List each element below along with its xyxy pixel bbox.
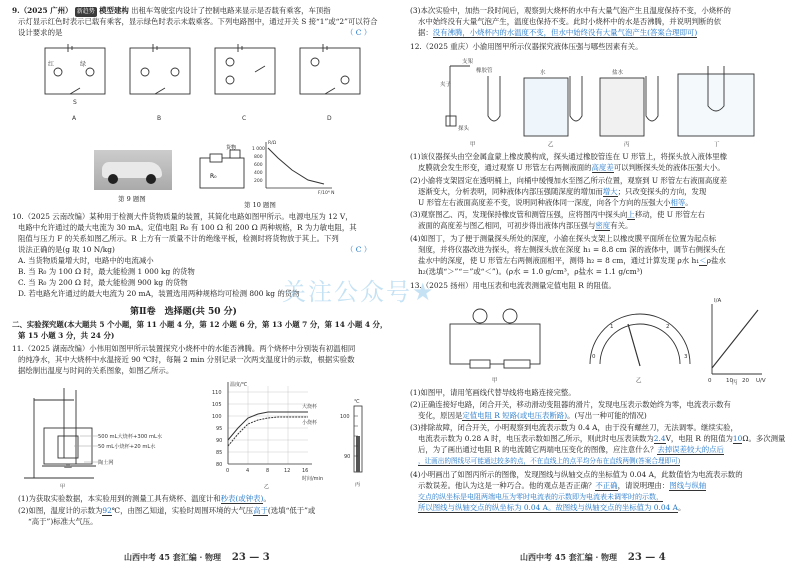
fig10-caption: 第 10 题图 (244, 201, 276, 209)
q13-sub2-line2 (418, 411, 647, 421)
q11-sub1-end: 。 (263, 494, 271, 503)
therm-tick: 90 (344, 454, 351, 460)
fig-c-label: 丙 (355, 482, 361, 488)
q12-sub1-answer: 高度差 (591, 163, 614, 172)
switch-label: S (73, 99, 77, 106)
x-tick: 4 (246, 468, 250, 474)
q13-sub4-text-2: ，请说明理由： (617, 481, 670, 490)
part2-heading: 第Ⅱ卷 选择题(共 50 分) (130, 307, 237, 317)
option-c-label: C (242, 115, 247, 122)
q12-sub4-text: 盐水中的深度，使 U 形管左右两侧液面相平，测得 h₂ = 8 cm，通过计算发现 ρ水 h₁ (418, 256, 700, 265)
lamp-label-green: 绿 (80, 61, 87, 68)
q11-sub2 (18, 506, 315, 516)
y-tick: 200 (254, 179, 263, 184)
section2-heading-1: 二、实验探究题(本大题共 5 个小题，第 11 小题 4 分，第 12 小题 6 分，第 13 小题 7 分，第 14 小题 4 分， (12, 320, 388, 329)
fig-label: 乙 (548, 142, 554, 148)
q9-text-3: 设计要求的是 (18, 28, 63, 37)
meter-tick: 2 (666, 324, 670, 330)
chart-y-label: I/A (714, 298, 722, 304)
q10-answer: （ C ） (346, 245, 372, 254)
fig-label: 甲 (470, 142, 476, 148)
q12-sub2-line1: (2)小渝将支架固定在透明桶上，向桶中缓慢加水至图乙所示位置，观察到 U 形管左右液面高度差 (410, 176, 728, 185)
y-tick: 600 (254, 163, 263, 168)
q11-sub3-line2: 水中始终没有大量气泡产生，温度也保持不变。此时小烧杯中的水是否沸腾，并说明判断的依 (418, 17, 722, 26)
y-tick: 110 (212, 390, 222, 396)
q12-sub2-end: 。 (685, 198, 693, 207)
q9-circuit-diagrams (40, 42, 370, 122)
chart-x-label: 时间/min (302, 476, 324, 482)
q13-sub1: (1)如图甲，请用笔画线代替导线将电路连接完整。 (410, 388, 576, 397)
q13-text-1: 13.（2025 扬州）用电压表和电流表测量定值电阻 R 的阻值。 (410, 281, 616, 290)
label-water: 水 (540, 70, 546, 76)
q13-sub4-line4 (418, 503, 685, 513)
q11-sub1-answer: 秒表(或钟表) (220, 494, 264, 503)
iu-line (712, 310, 758, 368)
q13-sub4-line2 (418, 481, 706, 491)
q11-text-1: 11.（2025 湖南改编）小伟用如图甲所示装置探究小烧杯中的水能否沸腾。两个烧杯中分别装有初温相同 (12, 344, 356, 353)
q12-sub1-text: 皮膜就会发生形变，通过观察 U 形管左右两侧液面的 (418, 163, 592, 172)
q12-sub4-text-2: ρ盐水 (706, 256, 726, 265)
q12-sub2-text-2: ；只改变探头的方向，发现 (617, 187, 707, 196)
q11-sub3-answer: 没有沸腾，小烧杯内的水温度不变，但水中始终没有大量气泡产生(答案合理即可) (432, 28, 698, 37)
q9-number: 9.（2025 广州） (12, 6, 73, 15)
q13-sub3-text-3: Ω。多次测量 (742, 434, 786, 443)
q9-answer: （ C ） (346, 28, 372, 37)
legend-small-beaker: 小烧杯 (302, 420, 318, 426)
q13-sub3-text-4: 后，为了画出通过电阻 R 的电流随它两端电压变化的图像，应注意什么？ (418, 445, 658, 454)
q12-sub3-answer: 上 (627, 210, 635, 219)
footer-left (124, 552, 270, 563)
q12-sub3-answer-2: 密度 (595, 221, 611, 230)
fig-label: 甲 (492, 378, 498, 384)
page-number: 23 — 4 (627, 552, 666, 563)
q11-sub1 (18, 494, 271, 504)
fig-label: 丁 (714, 142, 720, 148)
lamp-icon (86, 68, 94, 76)
q12-sub4-answer: ＜ (699, 256, 707, 265)
q10-resistance-graph (252, 138, 342, 196)
q11-sub2-text: (2)如图，温度计的示数为 (18, 506, 103, 515)
q13-sub4-answer-2: 图线与纵轴 (669, 481, 707, 490)
q13-sub3-answer-4-text: ，让画出的图线尽可能通过较多的点，不在直线上的点平均分布在直线两侧(答案合理即可) (418, 457, 681, 465)
taxi-car-photo (94, 150, 172, 190)
q13-sub2-line1: (2)正确连接好电路，闭合开关，移动滑动变阻器的滑片，发现电压表示数始终为零，电流表示数有 (410, 400, 731, 409)
chart-y-label: 温度/℃ (230, 382, 248, 388)
q10-text-3: 阻值与压力 F 的关系如图乙所示。R 上方有一质量不计的绝缘平板，检测时将货物放于其上。下列 (18, 234, 339, 243)
q11-text-2: 的纯净水，其中大烧杯中水温接近 90 ℃时，每隔 2 min 分别记录一次两支温度计的示数，根据实验数 (18, 355, 355, 364)
rheostat-icon (504, 360, 530, 368)
x-tick: 20 (742, 378, 749, 384)
voltmeter-dial (590, 314, 690, 364)
meter-tick: 1 (610, 324, 614, 330)
y-tick: 100 (212, 414, 222, 420)
y-tick: 800 (254, 155, 263, 160)
footer-title: 山西中考 45 套汇编 · 物理 (124, 552, 222, 562)
q10-text-1: 10.（2025 云南改编）某种用于检测大件货物质量的装置，其简化电路如图甲所示。电源电压为 12 V， (12, 212, 353, 221)
fig-label: 丙 (624, 142, 630, 148)
q11-text-3: 据绘制出温度与时间的关系图象，如图乙所示。 (18, 366, 174, 375)
fig-label: 乙 (636, 378, 642, 384)
q11-temperature-chart (204, 378, 330, 490)
q13-sub4-answer-3: 交点的纵坐标是电阻两端电压为零时电流表的示数即为电流表未调零时的示数， (418, 493, 663, 501)
q10-option-d: D. 若电路允许通过的最大电流为 20 mA，装置选用两种规格均可检测 800 kg 的货物 (18, 289, 300, 298)
y-tick: 1 000 (252, 147, 265, 152)
q10-text-2: 电路中允许通过的最大电流为 30 mA。定值电阻 R₀ 有 100 Ω 和 200 Ω 两种规格，R 为力敏电阻，其 (18, 223, 357, 232)
q12-sub2-text: 逐渐变大，分析表明，同种液体内部压强随深度的增加而 (418, 187, 603, 196)
label-probe: 探头 (458, 126, 470, 132)
legend-big-beaker: 大烧杯 (302, 404, 318, 410)
q10-option-c: C. 当 R₀ 为 200 Ω 时，最大能检测 900 kg 的货物 (18, 278, 188, 287)
q13-sub4-answer-1: 不正确 (595, 481, 618, 490)
q13-sub2-text: 变化，原因是 (418, 411, 463, 420)
q13-sub3-answer-1: 2.4 (653, 434, 666, 443)
label-small-beaker: 50 mL小烧杯+20 mL水 (98, 444, 156, 450)
q9-text-1: 出租车驾驶室内设计了控制电路来显示是否载有乘客，车顶指 (131, 6, 331, 15)
q12-sub1-line1: (1)该仪器探头由空金属盒蒙上橡皮膜构成，探头通过橡胶管连在 U 形管上，将探头放入液体里橡 (410, 152, 728, 161)
q12-sub4-line1: (4)如图丁，为了便于测量探头所处的深度，小渝在探头支架上以橡皮膜平面所在位置为起点标 (410, 234, 717, 243)
ammeter-icon (503, 309, 517, 323)
fig9-caption: 第 9 题图 (118, 195, 146, 203)
q10-circuit-a (196, 144, 250, 194)
q11-sub1-text: (1)为获取实验数据，本实验用到的测量工具有烧杯、温度计和 (18, 494, 221, 503)
q12-sub2-text-3: U 形管左右液面高度差不变，说明同种液体同一深度，向各个方向的压强大小 (418, 198, 671, 207)
therm-unit: ℃ (354, 399, 360, 405)
q11-sub3-line1: (3)本次实验中，加热一段时间后，观察到大烧杯的水中有大量气泡产生且温度保持不变，小烧杯的 (410, 6, 731, 15)
q11-sub3-line3 (418, 28, 697, 38)
q13-sub2-end: 。(写出一种可能的情况) (567, 411, 647, 420)
q12-sub4-line2: 刻度，并将仪器改进为探头，将左侧探头放在深度 h₁ = 8.8 cm 深的液体中，调节右侧探头在 (418, 245, 726, 254)
q12-sub1-end: 可以判断探头处的液体压强大小。 (613, 163, 725, 172)
label-gauze: 陶土网 (98, 460, 114, 466)
x-axis-label: F/10⁴ N (318, 191, 335, 196)
page-number: 23 — 3 (231, 552, 270, 563)
q9-text-2: 示灯显示红色时表示已载有乘客，显示绿色时表示未载乘客。下列电路图中，通过开关 S 接“1”或“2”可以符合 (18, 17, 378, 26)
option-b-label: B (157, 115, 162, 122)
fig-a-label: 甲 (60, 484, 66, 490)
voltmeter-icon (473, 309, 487, 323)
q13-figures (440, 294, 770, 386)
x-tick: 10 (726, 378, 733, 384)
section2-heading-2: 第 15 小题 3 分，共 24 分) (18, 331, 115, 340)
q11-sub2-answer-1: 92 (102, 506, 112, 515)
footer-title: 山西中考 45 套汇编 · 物理 (520, 552, 618, 562)
q12-sub2-line2 (418, 187, 706, 197)
fig-b-label: 乙 (264, 484, 270, 490)
q11-sub2-text-2: ℃，由图乙知道，实验时周围环境的大气压 (111, 506, 254, 515)
q12-sub4-line4: h₂(选填“＞”“＝”或“＜”)。(ρ水 = 1.0 g/cm³，ρ盐水 = 1.1 g/cm³) (418, 267, 643, 276)
q11-apparatus-figure (14, 378, 204, 490)
y-tick: 85 (216, 450, 223, 456)
meter-needle (628, 324, 640, 366)
flame-icon (64, 464, 72, 468)
q13-sub4-end: 。 (677, 503, 686, 512)
q11-thermometer (338, 396, 378, 490)
lamp-icon (54, 68, 62, 76)
q13-sub3-answer-4 (418, 456, 680, 466)
q13-sub3-text-2: V，电阻 R 的阻值为 (665, 434, 733, 443)
label-clip: 夹子 (440, 82, 452, 88)
label-stand: 支架 (462, 59, 474, 65)
q12-sub3-line2 (418, 221, 632, 231)
q13-sub3-line3 (418, 445, 724, 455)
q12-sub2-line3 (418, 198, 693, 208)
q13-sub3-line1: (3)排除故障，闭合开关，小明观察到电流表示数为 0.4 A，由于没有螺丝刀，无法调零。继续实验， (410, 423, 738, 432)
x-tick: 8 (266, 468, 270, 474)
option-d-label: D (327, 115, 332, 122)
q12-sub2-answer: 增大 (602, 187, 618, 196)
x-tick: 16 (302, 468, 309, 474)
q12-text-1: 12.（2025 重庆）小渝用图甲所示仪器探究液体压强与哪些因素有关。 (410, 42, 643, 51)
q13-sub4-line1: (4)小明画出了如图丙所示的图像，发现图线与纵轴交点的坐标值为 0.04 A，此数值恰为电流表示数的 (410, 470, 743, 479)
lamp-label-red: 红 (48, 61, 55, 68)
q11-sub2-line2: “高于”)标准大气压。 (28, 517, 98, 526)
x-tick: 0 (226, 468, 230, 474)
y-tick: 90 (216, 438, 223, 444)
resistor-icon (470, 360, 490, 368)
q9-line1 (12, 6, 331, 17)
q13-sub3-answer-3: 去掉误差较大的点后 (657, 445, 724, 454)
right-page (400, 0, 800, 569)
q10-option-a: A. 当货物质量增大时，电路中的电流减小 (18, 256, 154, 265)
q12-sub2-answer-2: 相等 (670, 198, 686, 207)
footer-right (520, 552, 666, 563)
q13-sub4-line3 (418, 492, 663, 502)
small-beaker-icon (58, 436, 78, 458)
meter-tick: 3 (684, 354, 688, 360)
fig-label: 丙 (732, 380, 738, 386)
q13-sub4-answer-4: 所以图线与纵轴交点的纵坐标为 0.04 A。故图线与纵轴交点的坐标值为 0.04 A (418, 503, 678, 512)
watermark: 关注公众号★ (282, 278, 436, 306)
q13-sub3-answer-2: 10 (732, 434, 743, 443)
y-tick: 95 (216, 426, 223, 432)
q12-pressure-apparatus (440, 56, 760, 148)
r0-label: R₀ (210, 173, 217, 180)
y-axis-label: R/Ω (268, 141, 277, 146)
cargo-label: 货物 (226, 145, 237, 151)
q10-option-b: B. 当 R₀ 为 100 Ω 时，最大能检测 1 000 kg 的货物 (18, 267, 195, 276)
label-salt-water: 盐水 (612, 70, 624, 76)
x-tick: 0 (708, 378, 712, 384)
y-tick: 80 (216, 462, 223, 468)
chart-x-label: U/V (756, 378, 766, 384)
option-a-label: A (72, 115, 77, 122)
q13-sub4-text: 示数误差。他认为这是一种巧合。他的观点是否正确？ (418, 481, 596, 490)
q11-sub2-answer-2: 高于 (253, 506, 268, 515)
y-tick: 105 (212, 402, 222, 408)
q13-sub2-answer: 定值电阻 R 短路(或电压表断路) (462, 411, 568, 420)
q12-sub3-text-3: 液面的高度差与图乙相同，可初步得出液体内部压强与 (418, 221, 596, 230)
q9-tag: 模型建构 (99, 6, 129, 15)
q12-sub3-end: 有关。 (610, 221, 633, 230)
label-rubber-tube: 橡胶管 (476, 68, 493, 74)
q13-sub3-text: 电流表示数为 0.28 A 时，电压表示数如图乙所示，则此时电压表读数为 (418, 434, 654, 443)
q12-sub1-line2 (418, 163, 725, 173)
meter-tick: 0 (592, 354, 596, 360)
q10-text-4: 说法正确的是(g 取 10 N/kg) (18, 245, 115, 254)
label-big-beaker: 500 mL大烧杯+300 mL水 (98, 434, 163, 440)
q12-sub3-text: (3)观察图乙、丙，发现保持橡皮管和测管压强，应将图丙中探头向 (410, 210, 628, 219)
q12-sub3-line1 (410, 210, 705, 220)
x-tick: 12 (284, 468, 291, 474)
q12-sub3-text-2: 移动，使 U 形管左右 (634, 210, 705, 219)
new-trend-badge: 新趋势 (75, 7, 97, 17)
y-tick: 400 (254, 171, 263, 176)
therm-tick: 100 (340, 414, 350, 420)
q13-sub3-line2 (418, 434, 785, 444)
q11-sub2-text-3: (选填“低于”或 (267, 506, 316, 515)
q12-sub4-line3 (418, 256, 726, 266)
q11-sub3-prefix: 据： (418, 28, 433, 37)
